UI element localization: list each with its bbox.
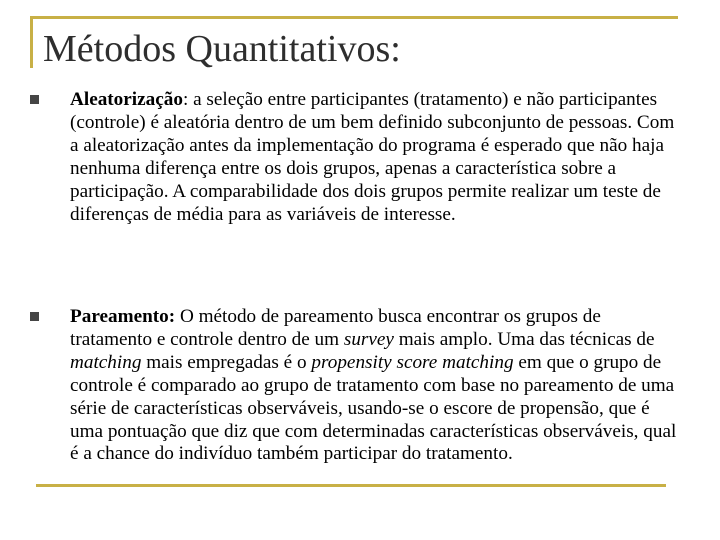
bottom-rule — [36, 484, 666, 487]
bullet-text: mais amplo. Uma das técnicas de — [393, 328, 655, 350]
bullet-term-suffix: : — [182, 89, 189, 110]
bullet-italic-term: propensity score matching — [311, 351, 514, 373]
bullet-item-aleatorizacao — [70, 89, 680, 226]
bullet-text: em que o grupo de controle é comparado ao grupo de tratamento com base no pareamento de uma série de características observáveis, usando-se o escore de propensão, que é uma pontuação que diz que com determinadas características observáveis, qual é a chance do indivíduo também participar do tratamento. — [70, 351, 677, 465]
square-bullet-icon — [30, 95, 39, 104]
bullet-term: Aleatorização — [70, 89, 183, 110]
bullet-italic-term: matching — [70, 351, 142, 373]
bullet-text: a seleção entre participantes (tratamento) e não participantes (controle) é aleatória dentro de um bem definido subconjunto de pessoas. Com a aleatorização antes da implementação do programa é esperado que não haja nenhuma diferença entre os dois grupos, apenas a característica sobre a participação. A comparabilidade dos dois grupos permite realizar um teste de diferenças de média para as variáveis de interesse. — [70, 89, 675, 225]
bullet-text: mais empregadas é o — [141, 351, 312, 373]
bullet-italic-term: survey — [343, 328, 394, 350]
square-bullet-icon — [30, 312, 39, 321]
bullet-term: Pareamento: — [70, 306, 176, 327]
bullet-item-pareamento — [70, 306, 680, 466]
slide-title: Métodos Quantitativos: — [43, 28, 401, 70]
title-top-rule — [30, 16, 678, 19]
bullet-text: O método de pareamento busca encontrar os grupos de tratamento e controle dentro de um — [70, 306, 601, 350]
title-left-rule — [30, 16, 33, 68]
